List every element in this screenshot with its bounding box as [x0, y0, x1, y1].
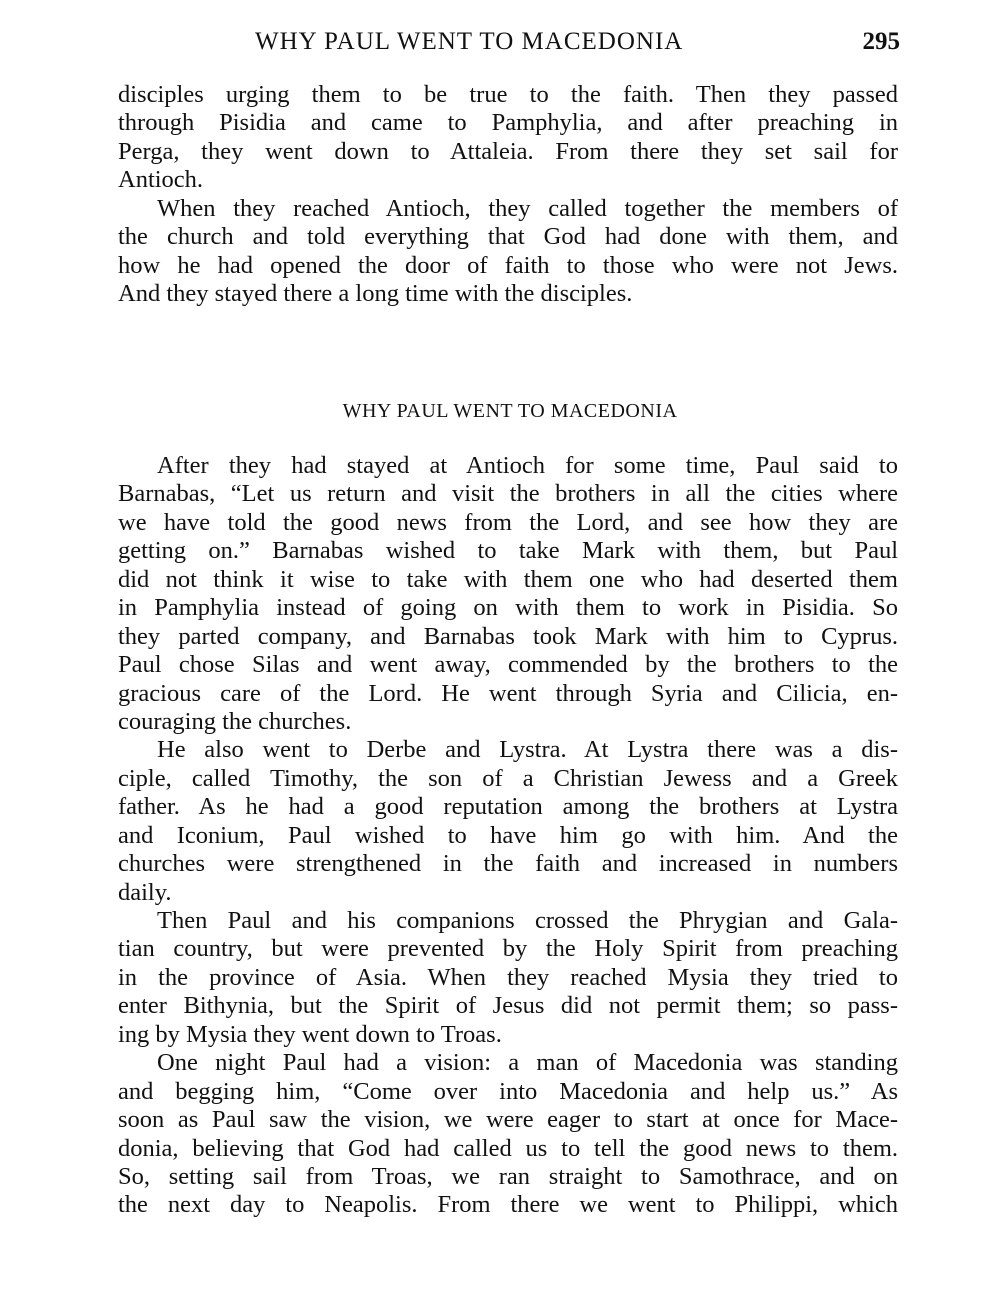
text-line: Perga, they went down to Attaleia. From there they set sail for [118, 137, 898, 165]
text-line: churches were strengthened in the faith and increased in numbers [118, 850, 898, 878]
text-line: Barnabas, “Let us return and visit the brothers in all the cities where [118, 480, 898, 508]
paragraph [118, 452, 898, 736]
text-line: through Pisidia and came to Pamphylia, and after preaching in [118, 109, 898, 137]
running-title: WHY PAUL WENT TO MACEDONIA [255, 28, 684, 55]
text-line: Paul chose Silas and went away, commended by the brothers to the [118, 651, 898, 679]
text-line: couraging the churches. [118, 707, 352, 735]
text-line: in the province of Asia. When they reached Mysia they tried to [118, 963, 898, 991]
text-line: getting on.” Barnabas wished to take Mark with them, but Paul [118, 537, 898, 565]
section-text-block [118, 452, 898, 1220]
text-line: and begging him, “Come over into Macedonia and help us.” As [118, 1077, 898, 1105]
text-line: After they had stayed at Antioch for some time, Paul said to [157, 452, 898, 479]
paragraph [118, 736, 898, 907]
text-line: ciple, called Timothy, the son of a Christian Jewess and a Greek [118, 764, 898, 792]
text-line: how he had opened the door of faith to those who were not Jews. [118, 251, 898, 279]
text-line: the next day to Neapolis. From there we went to Philippi, which [118, 1191, 898, 1219]
section-heading: WHY PAUL WENT TO MACEDONIA [342, 400, 678, 422]
text-line: disciples urging them to be true to the faith. Then they passed [118, 81, 898, 108]
text-line: daily. [118, 878, 172, 906]
text-line: we have told the good news from the Lord, and see how they are [118, 508, 898, 536]
text-line: He also went to Derbe and Lystra. At Lystra there was a dis- [157, 736, 898, 764]
page-number: 295 [862, 28, 900, 55]
text-line: So, setting sail from Troas, we ran straight to Samothrace, and on [118, 1162, 898, 1190]
paragraph [118, 1049, 898, 1220]
text-line: father. As he had a good reputation among the brothers at Lystra [118, 793, 898, 821]
text-line: soon as Paul saw the vision, we were eager to start at once for Mace- [118, 1106, 898, 1134]
text-line: One night Paul had a vision: a man of Macedonia was standing [157, 1049, 898, 1077]
text-line: donia, believing that God had called us to tell the good news to them. [118, 1134, 898, 1162]
text-line: When they reached Antioch, they called together the members of [157, 194, 898, 222]
text-line: tian country, but were prevented by the Holy Spirit from preaching [118, 935, 898, 963]
text-line: and Iconium, Paul wished to have him go with him. And the [118, 821, 898, 849]
text-line: Antioch. [118, 166, 204, 194]
text-line: Then Paul and his companions crossed the Phrygian and Gala- [157, 907, 898, 934]
paragraph [118, 195, 898, 309]
text-line: And they stayed there a long time with the disciples. [118, 280, 633, 308]
paragraph [118, 907, 898, 1049]
text-line: they parted company, and Barnabas took Mark with him to Cyprus. [118, 622, 898, 650]
text-line: the church and told everything that God had done with them, and [118, 223, 898, 251]
running-header [118, 28, 900, 62]
text-line: in Pamphylia instead of going on with them to work in Pisidia. So [118, 594, 898, 622]
text-line: did not think it wise to take with them one who had deserted them [118, 565, 898, 593]
top-text-block [118, 81, 898, 309]
paragraph [118, 81, 898, 195]
text-line: ing by Mysia they went down to Troas. [118, 1020, 502, 1048]
text-line: gracious care of the Lord. He went through Syria and Cilicia, en- [118, 679, 898, 707]
text-line: enter Bithynia, but the Spirit of Jesus did not permit them; so pass- [118, 992, 898, 1020]
